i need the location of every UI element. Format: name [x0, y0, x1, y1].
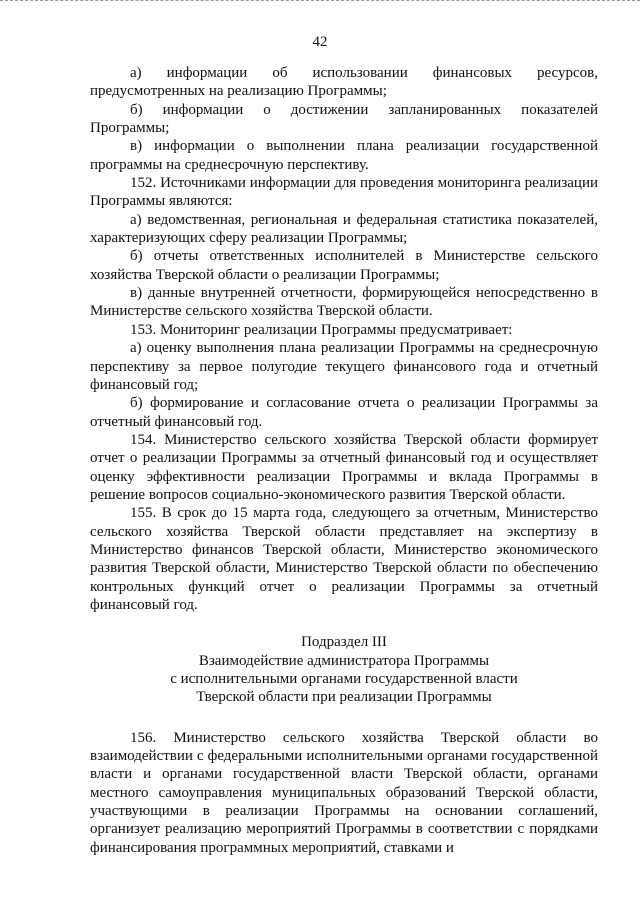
paragraph-152-b: б) отчеты ответственных исполнителей в Министерстве сельского хозяйства Тверской области о реализации Программы; [90, 248, 598, 283]
paragraph-b-indicators: б) информации о достижении запланированных показателей Программы; [90, 101, 598, 137]
document-body [90, 64, 598, 857]
subsection-heading [90, 633, 598, 706]
paragraph-152: 152. Источниками информации для проведения мониторинга реализации Программы являются: [90, 175, 598, 210]
paragraph-152-a: а) ведомственная, региональная и федеральная статистика показателей, характеризующих сферу реализации Программы; [90, 211, 598, 247]
subsection-title-line-1: Взаимодействие администратора Программы [198, 652, 490, 669]
paragraph-154: 154. Министерство сельского хозяйства Тверской области формирует отчет о реализации Программы за отчетный финансовый год и осуществляет оценку эффективности реализации Программы и вклада Программы в решение вопросов социально-экономического развития Тверской области. [90, 431, 598, 503]
subsection-title-line-3: Тверской области при реализации Программы [196, 689, 492, 706]
paragraph-153-b: б) формирование и согласование отчета о реализации Программы за отчетный финансовый год. [90, 395, 598, 430]
subsection-title-line-2: с исполнительными органами государственной власти [170, 671, 518, 687]
page-number: 42 [312, 34, 328, 50]
paragraph-152-c: в) данные внутренней отчетности, формирующейся непосредственно в Министерстве сельского хозяйства Тверской области. [90, 285, 598, 320]
paragraph-156: 156. Министерство сельского хозяйства Тверской области во взаимодействии с федеральными исполнительными органами государственной власти и органами государственной власти Тверской области, органами местного самоуправления муниципальных образований Тверской области, участвующими в реализации Программы на основании соглашений, организует реализацию мероприятий Программы в соответствии с порядками финансирования программных мероприятий, ставками и [90, 729, 598, 856]
paragraph-155: 155. В срок до 15 марта года, следующего за отчетным, Министерство сельского хозяйства Тверской области представляет на экспертизу в Министерство финансов Тверской области, Министерство экономического развития Тверской области, Министерство Тверской области по обеспечению контрольных функций отчет о реализации Программы за отчетный финансовый год. [90, 505, 598, 613]
paragraph-153: 153. Мониторинг реализации Программы предусматривает: [130, 321, 513, 338]
paragraph-a-financial-resources: а) информации об использовании финансовых ресурсов, предусмотренных на реализацию Программы; [90, 65, 598, 100]
page-top-edge [0, 0, 640, 1]
subsection-label: Подраздел III [301, 634, 387, 651]
paragraph-c-plan-execution: в) информации о выполнении плана реализации государственной программы на среднесрочную перспективу. [90, 138, 598, 173]
paragraph-153-a: а) оценку выполнения плана реализации Программы на среднесрочную перспективу за первое полугодие текущего финансового года и отчетный финансовый год; [90, 340, 598, 393]
